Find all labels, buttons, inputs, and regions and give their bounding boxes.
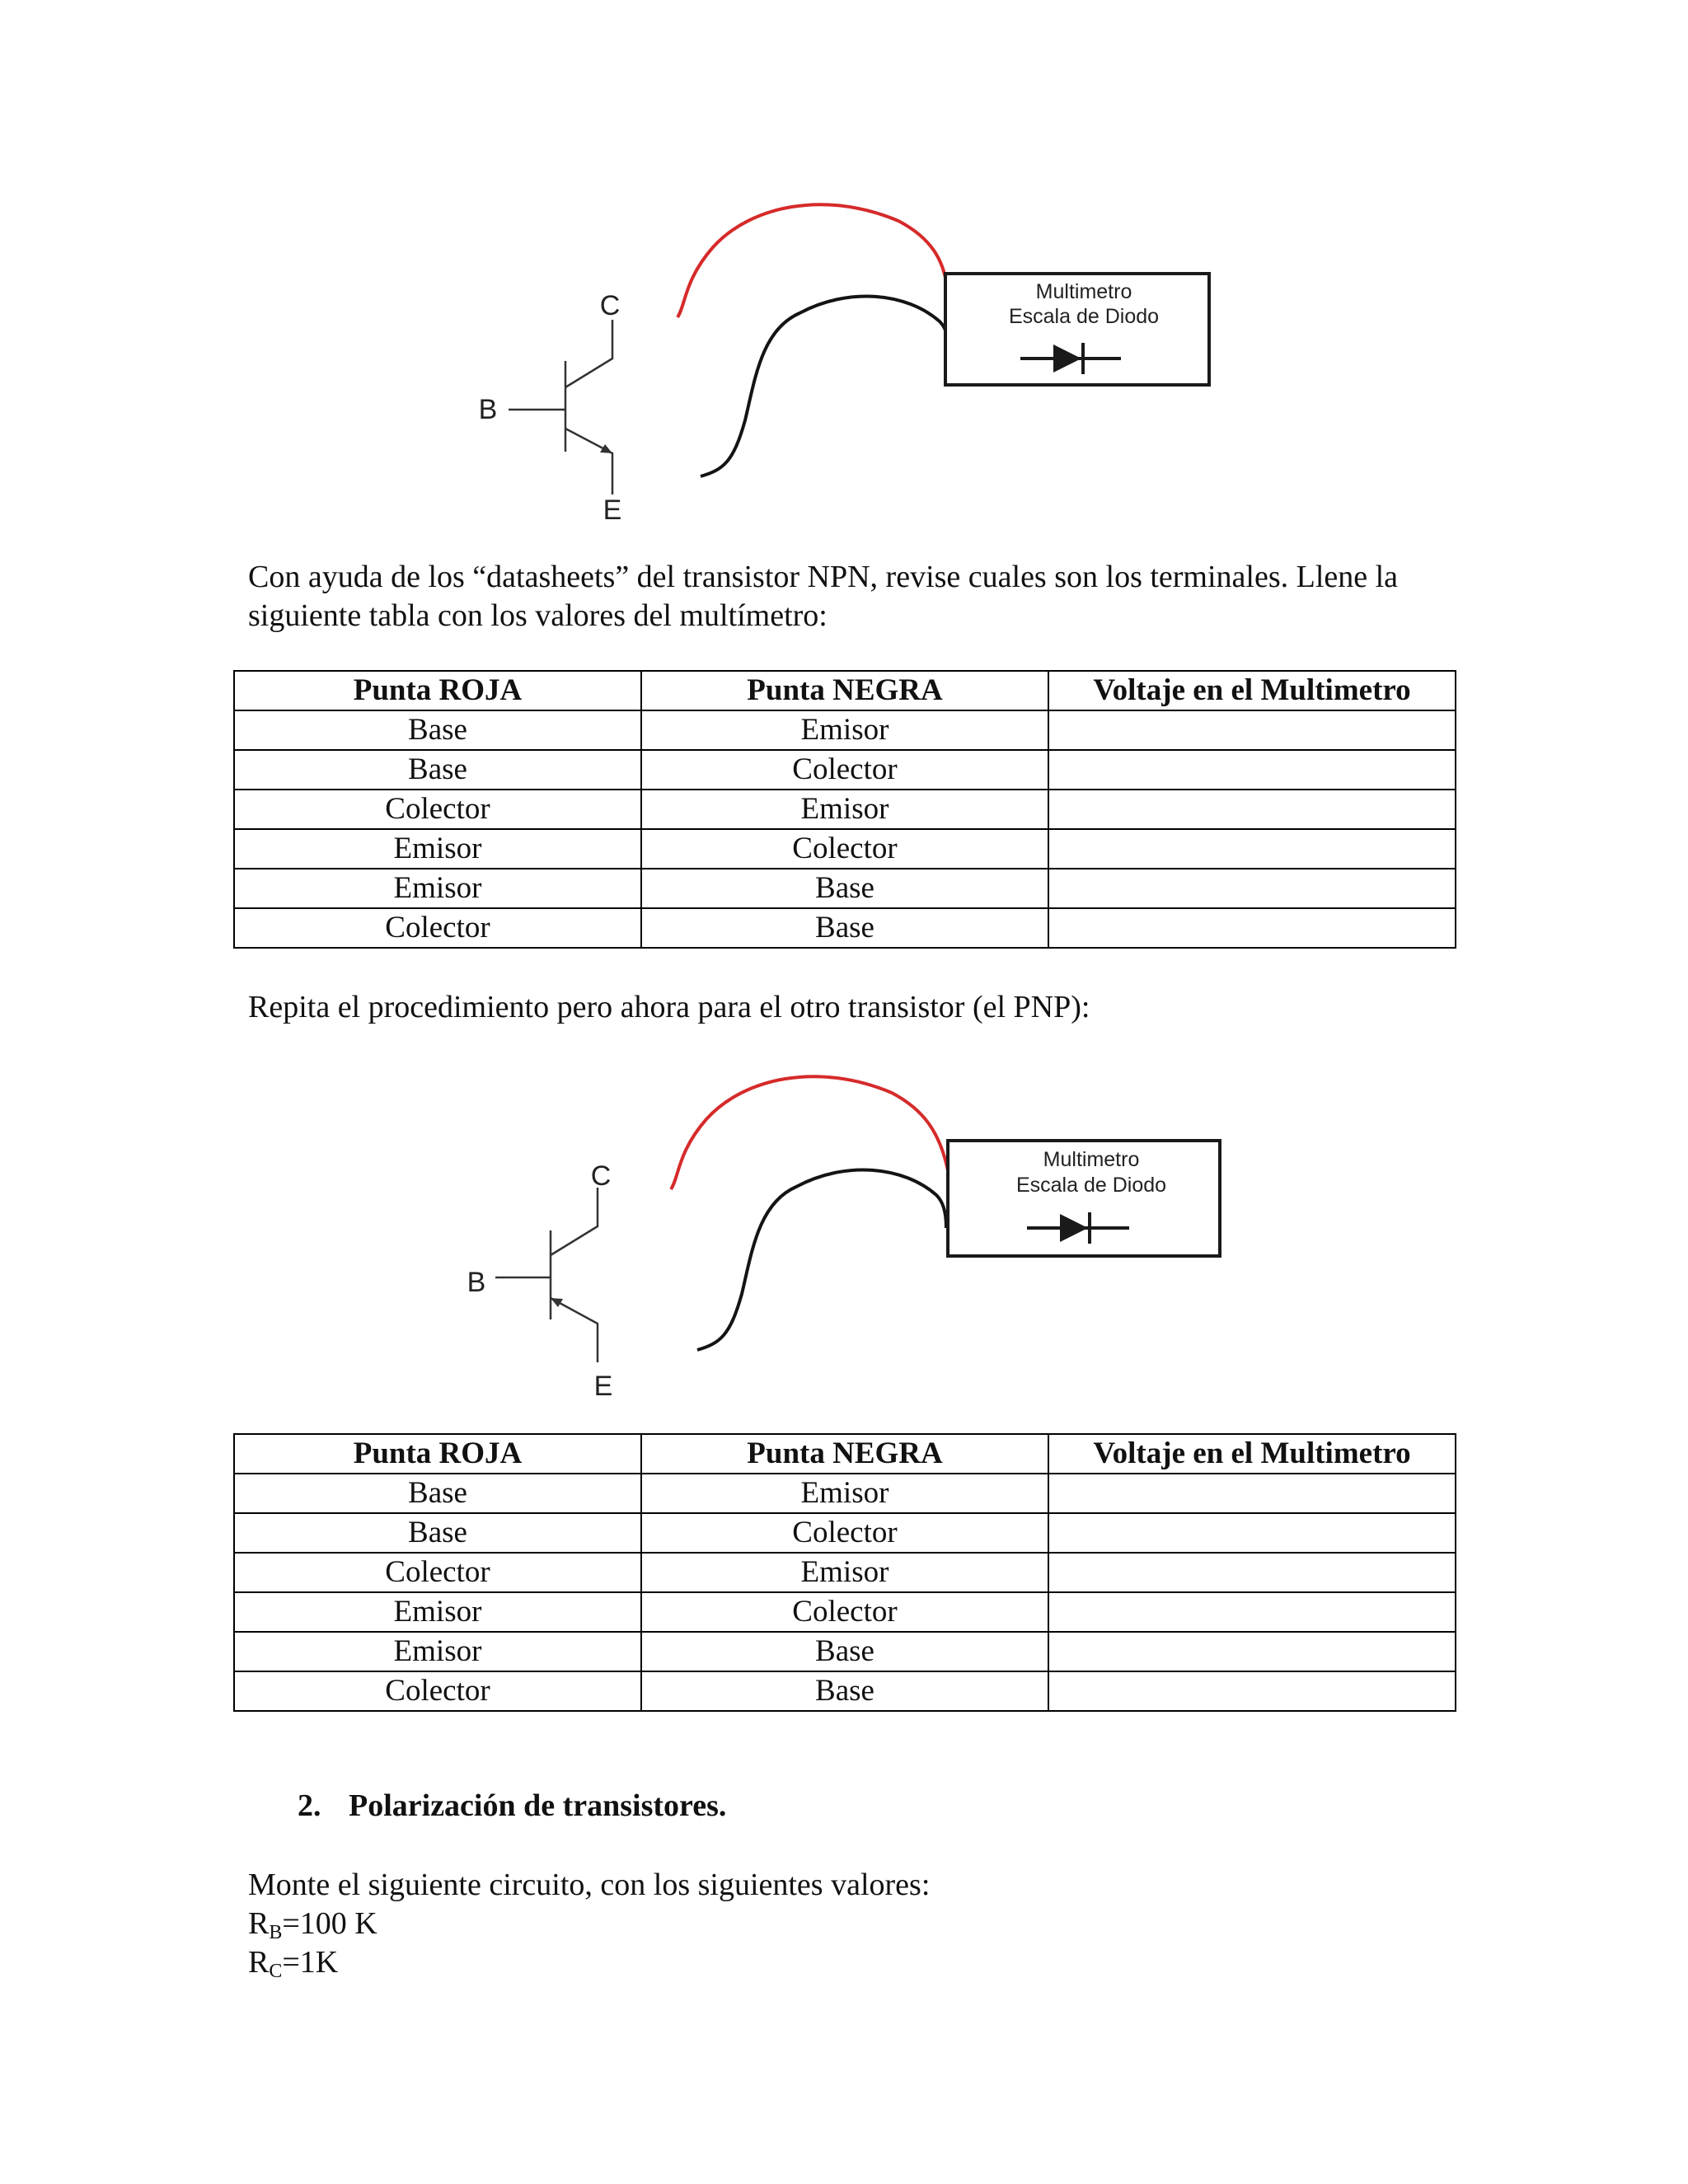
voltage-cell[interactable]	[1048, 1553, 1456, 1592]
voltage-cell[interactable]	[1048, 829, 1456, 869]
collector-label: C	[599, 290, 621, 321]
black-probe-wire	[697, 1169, 946, 1350]
red-probe-cell: Colector	[234, 790, 641, 829]
table-header-row	[234, 1434, 1456, 1474]
table-row	[234, 908, 1456, 948]
black-probe-cell: Colector	[641, 1592, 1048, 1632]
npn-test-diagram	[462, 190, 1236, 536]
red-probe-wire	[678, 204, 948, 317]
circuit-instructions: Monte el siguiente circuito, con los siguientes valores:	[248, 1868, 931, 1902]
table-row	[234, 1592, 1456, 1632]
pnp-test-diagram	[455, 1057, 1238, 1404]
npn-transistor-symbol	[509, 320, 612, 494]
red-probe-cell: Base	[234, 1513, 641, 1553]
black-probe-cell: Base	[641, 1671, 1048, 1711]
voltage-cell[interactable]	[1048, 1513, 1456, 1553]
red-probe-wire	[671, 1076, 948, 1189]
collector-label: C	[590, 1160, 612, 1192]
red-probe-header: Punta ROJA	[234, 671, 641, 710]
red-probe-cell: Emisor	[234, 869, 641, 908]
rc-value: $R_C=1K$	[248, 1945, 339, 1982]
voltage-cell[interactable]	[1048, 710, 1456, 750]
base-label: B	[478, 394, 498, 425]
multimeter-scale-label: Escala de Diodo	[1008, 305, 1160, 328]
voltage-cell[interactable]	[1048, 1474, 1456, 1513]
base-label: B	[467, 1267, 486, 1298]
table-row	[234, 1671, 1456, 1711]
npn-measurement-table	[233, 670, 1456, 949]
black-probe-cell: Base	[641, 869, 1048, 908]
black-probe-cell: Base	[641, 908, 1048, 948]
pnp-instructions: Repita el procedimiento pero ahora para el otro transistor (el PNP):	[248, 990, 1090, 1024]
pnp-transistor-symbol	[495, 1188, 598, 1362]
black-probe-cell: Base	[641, 1632, 1048, 1671]
table-row	[234, 869, 1456, 908]
multimeter-label: Multimetro	[1035, 280, 1132, 303]
red-probe-cell: Base	[234, 710, 641, 750]
table-row	[234, 710, 1456, 750]
multimeter-scale-label: Escala de Diodo	[1015, 1174, 1167, 1197]
black-probe-cell: Colector	[641, 1513, 1048, 1553]
voltage-header: Voltaje en el Multimetro	[1048, 671, 1456, 710]
red-probe-cell: Colector	[234, 908, 641, 948]
voltage-cell[interactable]	[1048, 750, 1456, 790]
red-probe-cell: Emisor	[234, 1592, 641, 1632]
table-header-row	[234, 671, 1456, 710]
red-probe-cell: Colector	[234, 1553, 641, 1592]
red-probe-cell: Base	[234, 750, 641, 790]
npn-instructions: Con ayuda de los “datasheets” del transistor NPN, revise cuales son los terminales. Llene la siguiente tabla con los valores del multímetro:	[248, 560, 1399, 633]
table-row	[234, 1632, 1456, 1671]
section-number: 2.	[298, 1788, 321, 1823]
voltage-cell[interactable]	[1048, 869, 1456, 908]
voltage-cell[interactable]	[1048, 1671, 1456, 1711]
black-probe-cell: Colector	[641, 750, 1048, 790]
emitter-arrow-icon	[551, 1298, 563, 1307]
red-probe-cell: Base	[234, 1474, 641, 1513]
voltage-cell[interactable]	[1048, 1632, 1456, 1671]
section-title: Polarización de transistores.	[349, 1788, 727, 1823]
red-probe-header: Punta ROJA	[234, 1434, 641, 1474]
table-row	[234, 1553, 1456, 1592]
red-probe-cell: Emisor	[234, 829, 641, 869]
table-row	[234, 829, 1456, 869]
pnp-measurement-table	[233, 1433, 1456, 1712]
multimeter-label: Multimetro	[1043, 1148, 1140, 1171]
table-row	[234, 790, 1456, 829]
voltage-header: Voltaje en el Multimetro	[1048, 1434, 1456, 1474]
voltage-cell[interactable]	[1048, 790, 1456, 829]
section-heading	[298, 1787, 726, 1825]
red-probe-cell: Colector	[234, 1671, 641, 1711]
table-row	[234, 1513, 1456, 1553]
black-probe-header: Punta NEGRA	[641, 671, 1048, 710]
voltage-cell[interactable]	[1048, 1592, 1456, 1632]
black-probe-cell: Colector	[641, 829, 1048, 869]
circuit-values	[248, 1866, 930, 1982]
table-row	[234, 750, 1456, 790]
black-probe-cell: Emisor	[641, 1474, 1048, 1513]
black-probe-header: Punta NEGRA	[641, 1434, 1048, 1474]
black-probe-cell: Emisor	[641, 1553, 1048, 1592]
black-probe-cell: Emisor	[641, 710, 1048, 750]
table-row	[234, 1474, 1456, 1513]
emitter-label: E	[603, 494, 622, 526]
emitter-label: E	[593, 1371, 613, 1402]
voltage-cell[interactable]	[1048, 908, 1456, 948]
black-probe-cell: Emisor	[641, 790, 1048, 829]
rb-value: $R_B=100$ K	[248, 1906, 377, 1943]
black-probe-wire	[701, 296, 949, 476]
red-probe-cell: Emisor	[234, 1632, 641, 1671]
